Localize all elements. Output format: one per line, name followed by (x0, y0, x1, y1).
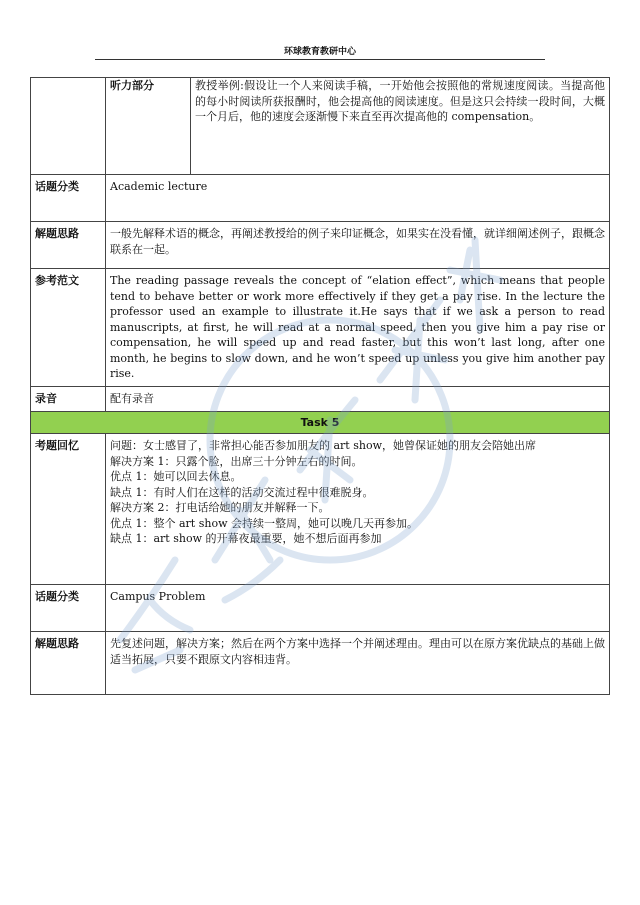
recall-line: 缺点 1：有时人们在这样的活动交流过程中很难脱身。 (110, 485, 374, 499)
listening-row (31, 78, 610, 175)
listening-label: 听力部分 (106, 78, 191, 174)
recording-label: 录音 (31, 386, 106, 411)
header-divider (95, 59, 545, 60)
recall-content (106, 434, 610, 585)
recall-line: 优点 1：整个 art show 会持续一整周，她可以晚几天再参加。 (110, 516, 418, 530)
topic-content-1: Academic lecture (106, 175, 610, 222)
topic-content-2: Campus Problem (106, 585, 610, 632)
approach-row-2 (31, 632, 610, 695)
recall-row (31, 434, 610, 585)
sample-row (31, 269, 610, 387)
page-header: 环球教育教研中心 (283, 47, 356, 57)
topic-label-2: 话题分类 (31, 585, 106, 632)
approach-content-1: 一般先解释术语的概念，再阐述教授给的例子来印证概念，如果实在没看懂，就详细阐述例子，跟概念联系在一起。 (106, 222, 610, 269)
approach-row-1 (31, 222, 610, 269)
recall-label: 考题回忆 (31, 434, 106, 585)
topic-row-2 (31, 585, 610, 632)
approach-content-2: 先复述问题，解决方案；然后在两个方案中选择一个并阐述理由。理由可以在原方案优缺点的基础上做适当拓展，只要不跟原文内容相违背。 (106, 632, 610, 695)
recall-line: 解决方案 1：只露个脸，出席三十分钟左右的时间。 (110, 454, 363, 468)
recall-line: 优点 1：她可以回去休息。 (110, 470, 242, 483)
recall-line: 缺点 1：art show 的开幕夜最重要，她不想后面再参加 (110, 532, 382, 545)
approach-label-1: 解题思路 (31, 222, 106, 269)
sample-content: The reading passage reveals the concept of “elation effect”, which means that people tend to behave better or work more effectively if they get a pay rise. In the lecture the professor used an example to illustrate it.He says that if we ask a person to read manuscripts, at first, he will read at a normal speed, then you give him a pay rise or compensation, he will speed up and read faster, but this won’t last long, after one month, he begins to slow down, and he won’t speed up unless you give him another pay rise. (106, 269, 610, 387)
content-table (30, 77, 610, 695)
listening-content: 教授举例:假设让一个人来阅读手稿，一开始他会按照他的常规速度阅读。当提高他的每小时阅读所获报酬时，他会提高他的阅读速度。但是这只会持续一段时间，大概一个月后，他的速度会逐渐慢下来直至再次提高他的 compensation。 (195, 79, 605, 123)
topic-label-1: 话题分类 (31, 175, 106, 222)
topic-row-1 (31, 175, 610, 222)
recording-row (31, 386, 610, 411)
task-row (31, 411, 610, 434)
recall-line: 问题：女士感冒了，非常担心能否参加朋友的 art show，她曾保证她的朋友会陪她出席 (110, 439, 536, 452)
recording-content: 配有录音 (106, 386, 610, 411)
task-title: Task 5 (31, 411, 610, 434)
approach-label-2: 解题思路 (31, 632, 106, 695)
sample-label: 参考范文 (31, 269, 106, 387)
recall-line: 解决方案 2：打电话给她的朋友并解释一下。 (110, 501, 330, 514)
